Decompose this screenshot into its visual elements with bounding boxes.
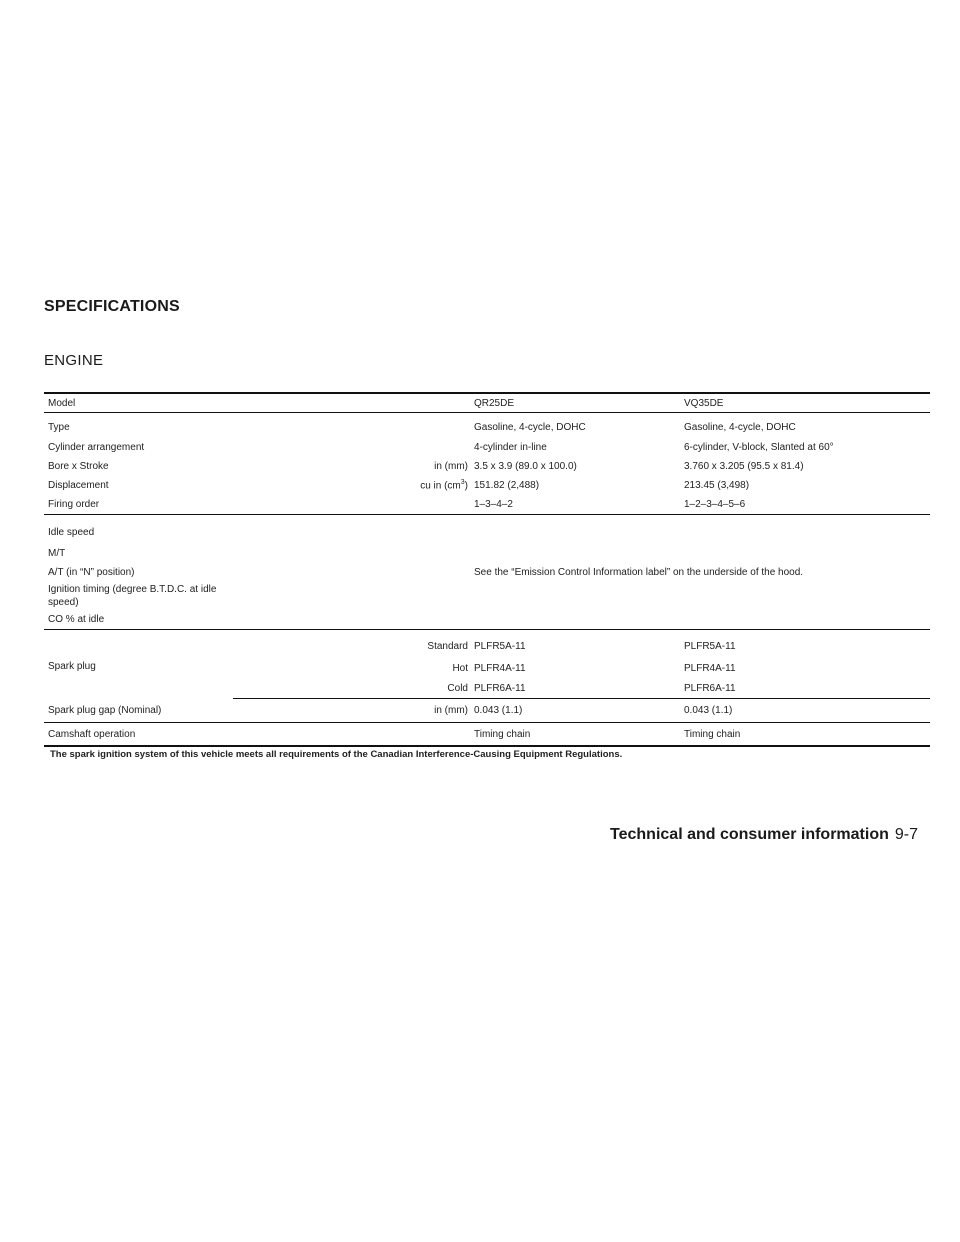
cell-qr: Timing chain xyxy=(474,723,684,747)
header-vq35de: VQ35DE xyxy=(684,393,930,413)
table-row xyxy=(44,476,930,495)
row-label: A/T (in “N” position) xyxy=(48,567,135,578)
table-row xyxy=(44,723,930,747)
table-row xyxy=(44,563,930,582)
row-label: Spark plug xyxy=(48,660,96,672)
row-label: Bore x Stroke xyxy=(48,461,109,472)
cell-vq: 6-cylinder, V-block, Slanted at 60° xyxy=(684,442,834,453)
row-label: Type xyxy=(48,422,70,433)
row-label: CO % at idle xyxy=(44,610,233,630)
header-model: Model xyxy=(44,393,233,413)
emission-note: See the “Emission Control Information label” on the underside of the hood. xyxy=(474,567,804,578)
cell-vq: PLFR5A-11 xyxy=(684,640,736,652)
table-row xyxy=(44,630,930,659)
table-row xyxy=(44,544,930,563)
row-label: Camshaft operation xyxy=(44,723,233,747)
cell-qr: 4-cylinder in-line xyxy=(474,442,547,453)
cell-qr: Gasoline, 4-cycle, DOHC xyxy=(474,422,586,433)
table-row xyxy=(44,438,930,457)
cell-qr: 0.043 (1.1) xyxy=(474,699,684,723)
page-number: 9-7 xyxy=(894,826,918,843)
header-qr25de: QR25DE xyxy=(474,393,684,413)
row-label: Idle speed xyxy=(48,526,95,538)
engine-spec-table xyxy=(44,392,930,747)
row-unit: Standard xyxy=(427,640,468,652)
cell-vq: 0.043 (1.1) xyxy=(684,699,930,723)
table-row xyxy=(44,699,930,723)
row-unit: Cold xyxy=(233,679,474,699)
cell-qr: 3.5 x 3.9 (89.0 x 100.0) xyxy=(474,461,577,472)
table-row xyxy=(44,515,930,545)
row-label: Spark plug gap (Nominal) xyxy=(44,699,233,723)
row-unit: cu in $(cm^3)$ xyxy=(420,479,468,492)
cell-qr: 1–3–4–2 xyxy=(474,495,684,515)
table-row xyxy=(44,582,930,610)
cell-vq: PLFR6A-11 xyxy=(684,679,930,699)
table-header-row xyxy=(44,393,930,413)
cell-vq: 1–2–3–4–5–6 xyxy=(684,495,930,515)
cell-vq: 3.760 x 3.205 (95.5 x 81.4) xyxy=(684,461,804,472)
subsection-title: ENGINE xyxy=(44,352,104,369)
cell-vq: Gasoline, 4-cycle, DOHC xyxy=(684,422,796,433)
row-unit: in (mm) xyxy=(233,699,474,723)
table-row xyxy=(44,457,930,476)
row-unit: in (mm) xyxy=(434,461,468,472)
cell-vq: PLFR4A-11 xyxy=(684,663,736,674)
row-label: Cylinder arrangement xyxy=(48,442,145,453)
row-label: Firing order xyxy=(44,495,233,515)
cell-qr: PLFR4A-11 xyxy=(474,663,526,674)
cell-vq: Timing chain xyxy=(684,723,930,747)
cell-qr: PLFR6A-11 xyxy=(474,679,684,699)
row-label: Displacement xyxy=(48,480,109,491)
row-label: Ignition timing (degree B.T.D.C. at idle speed) xyxy=(48,584,217,608)
cell-vq: 213.45 (3,498) xyxy=(684,480,750,491)
regulation-note: The spark ignition system of this vehicle meets all requirements of the Canadian Interference-Causing Equipment Regulations. xyxy=(50,749,623,760)
table-row xyxy=(44,495,930,515)
row-unit: Hot xyxy=(452,663,468,674)
footer-title: Technical and consumer information xyxy=(610,826,889,843)
cell-qr: PLFR5A-11 xyxy=(474,640,526,652)
section-title: SPECIFICATIONS xyxy=(44,298,180,315)
table-row xyxy=(44,610,930,630)
cell-qr: 151.82 (2,488) xyxy=(474,480,540,491)
row-label: M/T xyxy=(48,548,66,559)
table-row xyxy=(44,413,930,439)
page-footer xyxy=(610,826,918,844)
